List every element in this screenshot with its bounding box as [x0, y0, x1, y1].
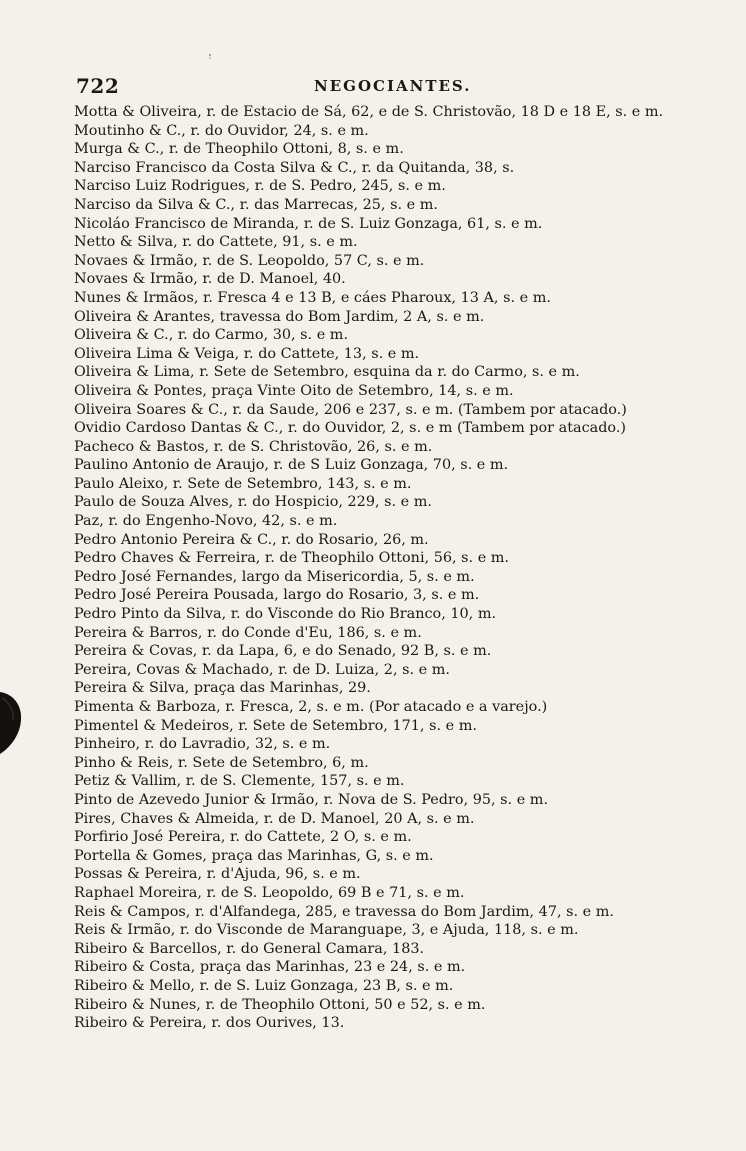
- directory-entry: Pedro Pinto da Silva, r. do Visconde do Rio Branco, 10, m.: [74, 606, 497, 623]
- directory-entry: Ribeiro & Mello, r. de S. Luiz Gonzaga, 23 B, s. e m.: [74, 977, 454, 994]
- directory-entry: Oliveira & C., r. do Carmo, 30, s. e m.: [74, 327, 349, 344]
- directory-entry: Oliveira Lima & Veiga, r. do Cattete, 13, s. e m.: [74, 345, 420, 362]
- directory-entry: Porfirio José Pereira, r. do Cattete, 2 O, s. e m.: [74, 829, 412, 846]
- directory-entry: Nunes & Irmãos, r. Fresca 4 e 13 B, e cáes Pharoux, 13 A, s. e m.: [74, 289, 551, 306]
- directory-entry: Oliveira Soares & C., r. da Saude, 206 e 237, s. e m. (Tambem por atacado.): [74, 401, 627, 418]
- page-number: 722: [76, 74, 120, 98]
- directory-entry: Pinto de Azevedo Junior & Irmão, r. Nova de S. Pedro, 95, s. e m.: [74, 791, 549, 808]
- directory-entry: Paz, r. do Engenho-Novo, 42, s. e m.: [74, 513, 338, 530]
- directory-entry: Pereira & Covas, r. da Lapa, 6, e do Senado, 92 B, s. e m.: [74, 643, 492, 660]
- directory-entry: Ribeiro & Barcellos, r. do General Camara, 183.: [74, 940, 425, 957]
- directory-entry: Pinho & Reis, r. Sete de Setembro, 6, m.: [74, 754, 369, 771]
- directory-entry: Pedro José Pereira Pousada, largo do Rosario, 3, s. e m.: [74, 587, 480, 604]
- directory-entry: Oliveira & Arantes, travessa do Bom Jardim, 2 A, s. e m.: [74, 308, 485, 325]
- directory-entry: Oliveira & Lima, r. Sete de Setembro, esquina da r. do Carmo, s. e m.: [74, 364, 580, 381]
- entry-list: [74, 103, 734, 1033]
- directory-entry: Nicoláo Francisco de Miranda, r. de S. Luiz Gonzaga, 61, s. e m.: [74, 215, 543, 232]
- directory-entry: Novaes & Irmão, r. de D. Manoel, 40.: [74, 271, 346, 288]
- page-header: [76, 74, 716, 100]
- ink-speck: [208, 44, 212, 50]
- directory-entry: Pereira, Covas & Machado, r. de D. Luiza, 2, s. e m.: [74, 661, 450, 678]
- directory-entry: Narciso Luiz Rodrigues, r. de S. Pedro, 245, s. e m.: [74, 178, 446, 195]
- ink-bleed-mark: [0, 688, 24, 756]
- directory-entry: Pedro Antonio Pereira & C., r. do Rosario, 26, m.: [74, 531, 429, 548]
- directory-entry: Pereira & Barros, r. do Conde d'Eu, 186, s. e m.: [74, 624, 422, 641]
- directory-entry: Pires, Chaves & Almeida, r. de D. Manoel, 20 A, s. e m.: [74, 810, 475, 827]
- directory-entry: Pedro José Fernandes, largo da Misericordia, 5, s. e m.: [74, 568, 475, 585]
- directory-entry: Murga & C., r. de Theophilo Ottoni, 8, s. e m.: [74, 141, 404, 158]
- directory-entry: Netto & Silva, r. do Cattete, 91, s. e m.: [74, 234, 358, 251]
- directory-entry: Narciso da Silva & C., r. das Marrecas, 25, s. e m.: [74, 196, 438, 213]
- directory-entry: Reis & Irmão, r. do Visconde de Maranguape, 3, e Ajuda, 118, s. e m.: [74, 922, 579, 939]
- directory-entry: Paulino Antonio de Araujo, r. de S Luiz Gonzaga, 70, s. e m.: [74, 457, 509, 474]
- directory-entry: Motta & Oliveira, r. de Estacio de Sá, 62, e de S. Christovão, 18 D e 18 E, s. e m.: [74, 104, 664, 120]
- directory-entry: Ovidio Cardoso Dantas & C., r. do Ouvidor, 2, s. e m (Tambem por atacado.): [74, 420, 627, 437]
- directory-entry: Ribeiro & Costa, praça das Marinhas, 23 e 24, s. e m.: [74, 959, 466, 976]
- directory-entry: Ribeiro & Pereira, r. dos Ourives, 13.: [74, 1015, 345, 1032]
- directory-entry: Raphael Moreira, r. de S. Leopoldo, 69 B e 71, s. e m.: [74, 884, 465, 901]
- directory-entry: Pereira & Silva, praça das Marinhas, 29.: [74, 680, 371, 697]
- directory-entry: Pinheiro, r. do Lavradio, 32, s. e m.: [74, 736, 331, 753]
- directory-entry: Moutinho & C., r. do Ouvidor, 24, s. e m.: [74, 122, 369, 139]
- directory-entry: Petiz & Vallim, r. de S. Clemente, 157, s. e m.: [74, 773, 405, 790]
- directory-entry: Pacheco & Bastos, r. de S. Christovão, 26, s. e m.: [74, 438, 433, 455]
- directory-entry: Novaes & Irmão, r. de S. Leopoldo, 57 C, s. e m.: [74, 252, 425, 269]
- directory-entry: Reis & Campos, r. d'Alfandega, 285, e travessa do Bom Jardim, 47, s. e m.: [74, 903, 614, 920]
- directory-entry: Ribeiro & Nunes, r. de Theophilo Ottoni, 50 e 52, s. e m.: [74, 996, 486, 1013]
- directory-entry: Pimentel & Medeiros, r. Sete de Setembro, 171, s. e m.: [74, 717, 477, 734]
- directory-entry: Pedro Chaves & Ferreira, r. de Theophilo Ottoni, 56, s. e m.: [74, 550, 509, 567]
- directory-entry: Oliveira & Pontes, praça Vinte Oito de Setembro, 14, s. e m.: [74, 382, 514, 399]
- directory-entry: Paulo de Souza Alves, r. do Hospicio, 229, s. e m.: [74, 494, 432, 511]
- directory-entry: Paulo Aleixo, r. Sete de Setembro, 143, s. e m.: [74, 475, 412, 492]
- directory-entry: Possas & Pereira, r. d'Ajuda, 96, s. e m.: [74, 866, 361, 883]
- directory-entry: Pimenta & Barboza, r. Fresca, 2, s. e m. (Por atacado e a varejo.): [74, 699, 548, 715]
- directory-entry: Portella & Gomes, praça das Marinhas, G, s. e m.: [74, 847, 434, 864]
- directory-entry: Narciso Francisco da Costa Silva & C., r. da Quitanda, 38, s.: [74, 159, 515, 176]
- running-title: NEGOCIANTES.: [314, 77, 472, 95]
